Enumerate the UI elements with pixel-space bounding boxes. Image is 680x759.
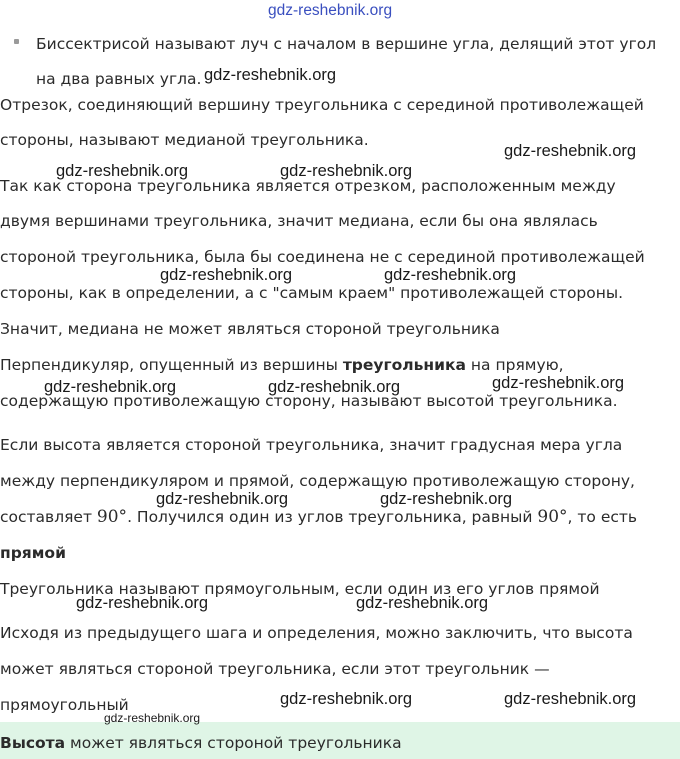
watermark: gdz-reshebnik.org xyxy=(384,266,517,284)
bisector-definition-line-2: на два равных угла. xyxy=(36,70,202,88)
watermark: gdz-reshebnik.org xyxy=(76,594,209,612)
reasoning-line-4: стороны, как в определении, а с "самым краем" противолежащей стороны. xyxy=(0,284,624,302)
watermark: gdz-reshebnik.org xyxy=(380,490,513,508)
reasoning-line-3: стороной треугольника, была бы соединена не с серединой противолежащей xyxy=(0,248,645,266)
watermark: gdz-reshebnik.org xyxy=(504,690,637,708)
final-reasoning-line-2: может являться стороной треугольника, если этот треугольник — xyxy=(0,660,550,678)
median-conclusion: Значит, медиана не может являться стороной треугольника xyxy=(0,320,500,338)
watermark: gdz-reshebnik.org xyxy=(504,142,637,160)
right-angle-text-a: составляет xyxy=(0,508,97,526)
right-angle-text-e: , то есть xyxy=(567,508,638,526)
reasoning-line-1: Так как сторона треугольника является отрезком, расположенным между xyxy=(0,177,616,195)
median-definition-line-1: Отрезок, соединяющий вершину треугольника с серединой противолежащей xyxy=(0,96,644,114)
right-angle-line-3 xyxy=(0,507,637,527)
watermark-small: gdz-reshebnik.org xyxy=(104,711,201,725)
altitude-definition-line-2: содержащую противолежащую сторону, называют высотой треугольника. xyxy=(0,392,618,410)
watermark: gdz-reshebnik.org xyxy=(204,66,337,84)
watermark: gdz-reshebnik.org xyxy=(492,374,625,392)
altitude-definition-line-1 xyxy=(0,355,564,375)
answer-rest: может являться стороной треугольника xyxy=(65,734,402,752)
final-reasoning-line-3: прямоугольный xyxy=(0,696,129,714)
median-definition-line-2: стороны, называют медианой треугольника. xyxy=(0,131,369,149)
answer-bold-word: Высота xyxy=(0,734,66,752)
watermark: gdz-reshebnik.org xyxy=(156,490,289,508)
answer-text xyxy=(0,733,402,753)
right-triangle-definition: Треугольника называют прямоугольным, если один из его углов прямой xyxy=(0,580,600,598)
watermark: gdz-reshebnik.org xyxy=(268,378,401,396)
right-angle-text-c: . Получился один из углов треугольника, равный xyxy=(127,508,538,526)
watermark-top: gdz-reshebnik.org xyxy=(268,2,393,19)
watermark: gdz-reshebnik.org xyxy=(356,594,489,612)
right-angle-word: прямой xyxy=(0,544,66,562)
watermark: gdz-reshebnik.org xyxy=(160,266,293,284)
altitude-definition-text-c: на прямую, xyxy=(465,356,564,374)
bisector-definition-line-1: Биссектрисой называют луч с началом в вершине угла, делящий этот угол xyxy=(36,35,657,53)
right-angle-line-1: Если высота является стороной треугольника, значит градусная мера угла xyxy=(0,436,623,454)
altitude-definition-text-a: Перпендикуляр, опущенный из вершины xyxy=(0,356,343,374)
watermark: gdz-reshebnik.org xyxy=(44,378,177,396)
watermark: gdz-reshebnik.org xyxy=(280,690,413,708)
bullet-marker xyxy=(14,39,19,44)
reasoning-line-2: двумя вершинами треугольника, значит медиана, если бы она являлась xyxy=(0,212,598,230)
final-reasoning-line-1: Исходя из предыдущего шага и определения, можно заключить, что высота xyxy=(0,624,633,642)
watermark: gdz-reshebnik.org xyxy=(56,162,189,180)
angle-value-90-first: 90° xyxy=(96,507,128,527)
right-angle-line-2: между перпендикуляром и прямой, содержащую противолежащую сторону, xyxy=(0,472,635,490)
altitude-definition-bold-word: треугольника xyxy=(342,356,466,374)
watermark: gdz-reshebnik.org xyxy=(280,162,413,180)
angle-value-90-second: 90° xyxy=(537,507,568,527)
